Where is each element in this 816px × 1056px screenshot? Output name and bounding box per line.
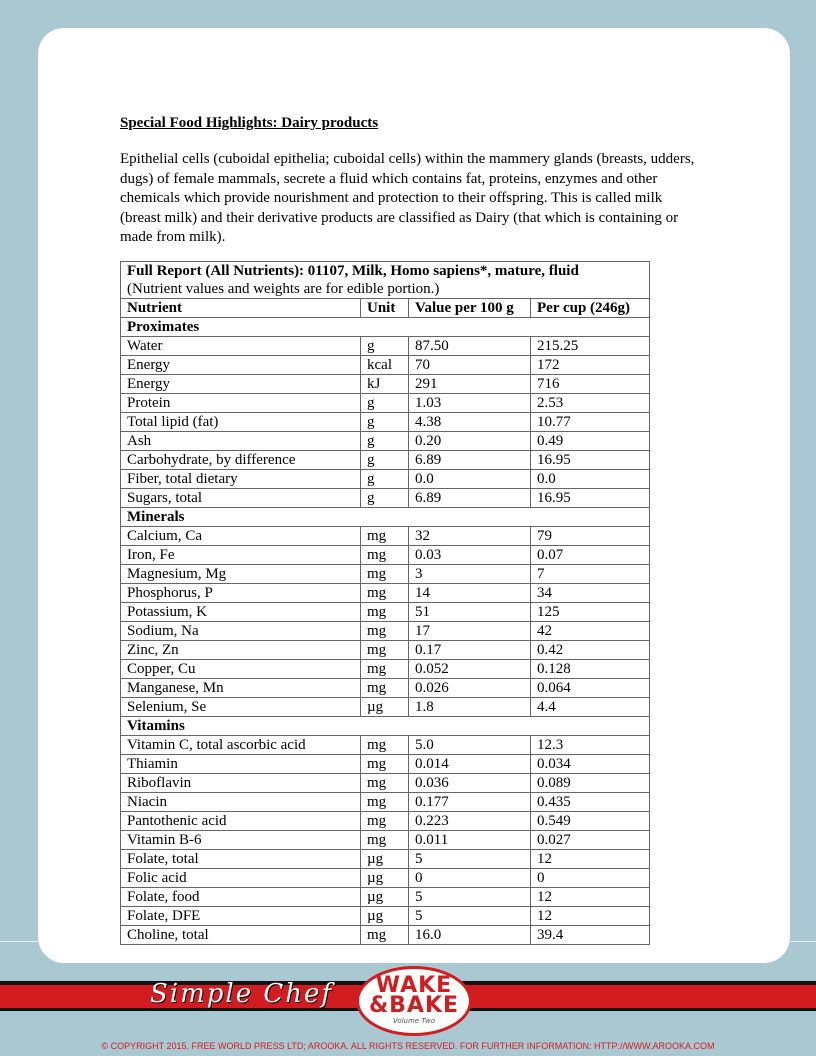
value-per-100g-cell: 5.0 (409, 736, 531, 755)
table-row (121, 546, 650, 565)
nutrient-name-cell: Thiamin (121, 755, 361, 774)
brand-logo-text: Simple Chef (150, 979, 334, 1009)
value-per-100g-cell: 0.17 (409, 641, 531, 660)
unit-cell: mg (361, 603, 409, 622)
table-row (121, 413, 650, 432)
unit-cell: g (361, 489, 409, 508)
unit-cell: µg (361, 907, 409, 926)
table-row (121, 679, 650, 698)
table-row (121, 926, 650, 945)
per-cup-cell: 0.49 (531, 432, 650, 451)
nutrient-name-cell: Choline, total (121, 926, 361, 945)
value-per-100g-cell: 0.223 (409, 812, 531, 831)
table-row (121, 394, 650, 413)
section-heading: Minerals (121, 508, 650, 527)
unit-cell: mg (361, 546, 409, 565)
report-title: Full Report (All Nutrients): 01107, Milk, Homo sapiens*, mature, fluid (127, 263, 579, 279)
column-header-nutrient: Nutrient (121, 299, 361, 318)
unit-cell: mg (361, 660, 409, 679)
nutrient-name-cell: Calcium, Ca (121, 527, 361, 546)
unit-cell: mg (361, 584, 409, 603)
section-heading: Vitamins (121, 717, 650, 736)
table-row (121, 869, 650, 888)
unit-cell: g (361, 451, 409, 470)
nutrient-name-cell: Carbohydrate, by difference (121, 451, 361, 470)
copyright-notice: © COPYRIGHT 2015. FREE WORLD PRESS LTD; AROOKA. ALL RIGHTS RESERVED. FOR FURTHER INFORMATION: HTTP://WWW.AROOKA.COM (101, 1041, 715, 1051)
nutrient-table-body (121, 262, 650, 945)
per-cup-cell: 716 (531, 375, 650, 394)
value-per-100g-cell: 291 (409, 375, 531, 394)
per-cup-cell: 2.53 (531, 394, 650, 413)
table-row (121, 793, 650, 812)
nutrient-name-cell: Magnesium, Mg (121, 565, 361, 584)
unit-cell: mg (361, 622, 409, 641)
per-cup-cell: 0.128 (531, 660, 650, 679)
table-row (121, 527, 650, 546)
unit-cell: mg (361, 565, 409, 584)
value-per-100g-cell: 0.052 (409, 660, 531, 679)
per-cup-cell: 0.089 (531, 774, 650, 793)
column-header-per-cup: Per cup (246g) (531, 299, 650, 318)
per-cup-cell: 7 (531, 565, 650, 584)
table-row (121, 660, 650, 679)
table-row (121, 641, 650, 660)
nutrient-name-cell: Zinc, Zn (121, 641, 361, 660)
nutrient-name-cell: Sugars, total (121, 489, 361, 508)
per-cup-cell: 0 (531, 869, 650, 888)
unit-cell: mg (361, 831, 409, 850)
per-cup-cell: 12 (531, 888, 650, 907)
nutrient-name-cell: Manganese, Mn (121, 679, 361, 698)
per-cup-cell: 215.25 (531, 337, 650, 356)
value-per-100g-cell: 1.8 (409, 698, 531, 717)
value-per-100g-cell: 6.89 (409, 489, 531, 508)
divider-left (0, 941, 38, 942)
unit-cell: µg (361, 698, 409, 717)
section-row-vitamins (121, 717, 650, 736)
per-cup-cell: 0.549 (531, 812, 650, 831)
unit-cell: mg (361, 755, 409, 774)
table-row (121, 774, 650, 793)
per-cup-cell: 0.027 (531, 831, 650, 850)
per-cup-cell: 0.07 (531, 546, 650, 565)
unit-cell: g (361, 432, 409, 451)
unit-cell: mg (361, 527, 409, 546)
table-row (121, 375, 650, 394)
unit-cell: g (361, 470, 409, 489)
table-row (121, 470, 650, 489)
wake-bake-badge (356, 966, 472, 1036)
table-row (121, 888, 650, 907)
nutrient-name-cell: Pantothenic acid (121, 812, 361, 831)
value-per-100g-cell: 0 (409, 869, 531, 888)
value-per-100g-cell: 1.03 (409, 394, 531, 413)
value-per-100g-cell: 3 (409, 565, 531, 584)
table-row (121, 565, 650, 584)
nutrient-name-cell: Folate, DFE (121, 907, 361, 926)
table-row (121, 698, 650, 717)
value-per-100g-cell: 51 (409, 603, 531, 622)
table-row (121, 603, 650, 622)
per-cup-cell: 0.064 (531, 679, 650, 698)
per-cup-cell: 16.95 (531, 451, 650, 470)
per-cup-cell: 42 (531, 622, 650, 641)
value-per-100g-cell: 4.38 (409, 413, 531, 432)
table-row (121, 812, 650, 831)
per-cup-cell: 12.3 (531, 736, 650, 755)
nutrient-name-cell: Folic acid (121, 869, 361, 888)
nutrient-name-cell: Energy (121, 375, 361, 394)
unit-cell: mg (361, 641, 409, 660)
unit-cell: g (361, 413, 409, 432)
unit-cell: kJ (361, 375, 409, 394)
per-cup-cell: 16.95 (531, 489, 650, 508)
page-title: Special Food Highlights: Dairy products (120, 115, 379, 131)
table-row (121, 907, 650, 926)
column-header-row (121, 299, 650, 318)
intro-paragraph: Epithelial cells (cuboidal epithelia; cuboidal cells) within the mammery glands (breasts, udders, dugs) of female mammals, secrete a fluid which contains fat, proteins, enzymes and other chemicals which provide nourishment and protection to their offspring. This is called milk (breast milk) and their derivative products are classified as Dairy (that which is containing or made from milk). (120, 151, 695, 245)
table-row (121, 850, 650, 869)
nutrient-name-cell: Vitamin B-6 (121, 831, 361, 850)
nutrient-name-cell: Protein (121, 394, 361, 413)
value-per-100g-cell: 87.50 (409, 337, 531, 356)
value-per-100g-cell: 0.014 (409, 755, 531, 774)
nutrient-name-cell: Total lipid (fat) (121, 413, 361, 432)
table-row (121, 831, 650, 850)
nutrient-name-cell: Copper, Cu (121, 660, 361, 679)
table-row (121, 337, 650, 356)
value-per-100g-cell: 32 (409, 527, 531, 546)
unit-cell: mg (361, 926, 409, 945)
unit-cell: mg (361, 774, 409, 793)
unit-cell: mg (361, 793, 409, 812)
per-cup-cell: 12 (531, 850, 650, 869)
table-row (121, 432, 650, 451)
table-row (121, 736, 650, 755)
report-note: (Nutrient values and weights are for edible portion.) (127, 281, 440, 297)
nutrient-name-cell: Fiber, total dietary (121, 470, 361, 489)
value-per-100g-cell: 0.036 (409, 774, 531, 793)
table-row (121, 755, 650, 774)
per-cup-cell: 0.42 (531, 641, 650, 660)
nutrient-name-cell: Niacin (121, 793, 361, 812)
nutrient-name-cell: Water (121, 337, 361, 356)
column-header-value-per-100g: Value per 100 g (409, 299, 531, 318)
value-per-100g-cell: 14 (409, 584, 531, 603)
nutrient-table (120, 261, 650, 945)
unit-cell: mg (361, 736, 409, 755)
unit-cell: g (361, 394, 409, 413)
section-row-minerals (121, 508, 650, 527)
per-cup-cell: 39.4 (531, 926, 650, 945)
value-per-100g-cell: 0.0 (409, 470, 531, 489)
value-per-100g-cell: 5 (409, 888, 531, 907)
value-per-100g-cell: 6.89 (409, 451, 531, 470)
value-per-100g-cell: 0.20 (409, 432, 531, 451)
per-cup-cell: 172 (531, 356, 650, 375)
unit-cell: g (361, 337, 409, 356)
per-cup-cell: 4.4 (531, 698, 650, 717)
per-cup-cell: 125 (531, 603, 650, 622)
per-cup-cell: 34 (531, 584, 650, 603)
badge-line-volume: Volume Two (392, 1017, 436, 1025)
report-header-row (121, 262, 650, 299)
section-heading: Proximates (121, 318, 650, 337)
badge-line-bake: &BAKE (368, 993, 460, 1018)
nutrient-name-cell: Riboflavin (121, 774, 361, 793)
value-per-100g-cell: 0.026 (409, 679, 531, 698)
per-cup-cell: 12 (531, 907, 650, 926)
value-per-100g-cell: 5 (409, 850, 531, 869)
table-row (121, 584, 650, 603)
unit-cell: mg (361, 679, 409, 698)
nutrient-name-cell: Iron, Fe (121, 546, 361, 565)
nutrient-name-cell: Potassium, K (121, 603, 361, 622)
value-per-100g-cell: 0.011 (409, 831, 531, 850)
nutrient-name-cell: Sodium, Na (121, 622, 361, 641)
unit-cell: kcal (361, 356, 409, 375)
report-header-cell (121, 262, 650, 299)
table-row (121, 356, 650, 375)
value-per-100g-cell: 70 (409, 356, 531, 375)
nutrient-name-cell: Folate, food (121, 888, 361, 907)
value-per-100g-cell: 0.177 (409, 793, 531, 812)
per-cup-cell: 10.77 (531, 413, 650, 432)
table-row (121, 489, 650, 508)
badge-line-wake: WAKE (375, 973, 453, 998)
value-per-100g-cell: 17 (409, 622, 531, 641)
value-per-100g-cell: 0.03 (409, 546, 531, 565)
nutrient-name-cell: Energy (121, 356, 361, 375)
table-row (121, 622, 650, 641)
unit-cell: µg (361, 850, 409, 869)
nutrient-name-cell: Selenium, Se (121, 698, 361, 717)
per-cup-cell: 79 (531, 527, 650, 546)
per-cup-cell: 0.435 (531, 793, 650, 812)
value-per-100g-cell: 16.0 (409, 926, 531, 945)
nutrient-name-cell: Vitamin C, total ascorbic acid (121, 736, 361, 755)
unit-cell: µg (361, 869, 409, 888)
nutrient-name-cell: Phosphorus, P (121, 584, 361, 603)
nutrient-name-cell: Folate, total (121, 850, 361, 869)
per-cup-cell: 0.034 (531, 755, 650, 774)
section-row-proximates (121, 318, 650, 337)
column-header-unit: Unit (361, 299, 409, 318)
unit-cell: mg (361, 812, 409, 831)
divider-right (790, 941, 816, 942)
table-row (121, 451, 650, 470)
per-cup-cell: 0.0 (531, 470, 650, 489)
nutrient-name-cell: Ash (121, 432, 361, 451)
unit-cell: µg (361, 888, 409, 907)
value-per-100g-cell: 5 (409, 907, 531, 926)
